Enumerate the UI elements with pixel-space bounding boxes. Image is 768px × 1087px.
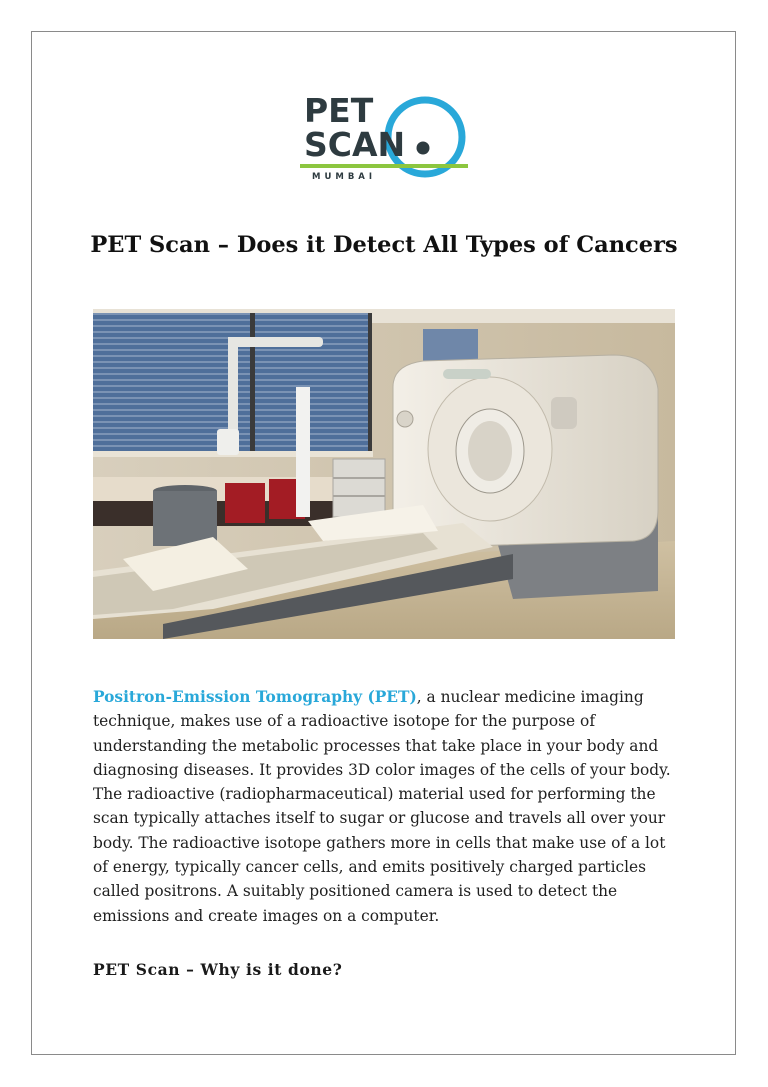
pet-scanner-photo (93, 309, 675, 639)
pet-scan-mumbai-logo (298, 92, 473, 188)
intro-paragraph-text: , a nuclear medicine imaging technique, makes use of a radioactive isotope for the purpose of understanding the metabolic processes that take place in your body and diagnosing diseases. It provides 3D color images of the cells of your body. The radioactive (radiopharmaceutical) material used for performing the scan typically attaches itself to sugar or glucose and travels all over your body. The radioactive isotope gathers more in cells that make use of a lot of energy, typically cancer cells, and emits positively charged particles called positrons. A suitably positioned camera is used to detect the emissions and create images on a computer. (93, 688, 671, 925)
logo-word-pet: PET (304, 91, 374, 130)
intro-paragraph (93, 685, 683, 928)
logo-subtitle: MUMBAI (312, 172, 377, 182)
logo-green-bar (300, 164, 468, 168)
section-heading-why: PET Scan – Why is it done? (93, 960, 343, 979)
pet-term-highlight: Positron-Emission Tomography (PET) (93, 688, 417, 706)
document-title: PET Scan – Does it Detect All Types of Cancers (90, 232, 678, 258)
logo-word-scan: SCAN (304, 125, 406, 164)
